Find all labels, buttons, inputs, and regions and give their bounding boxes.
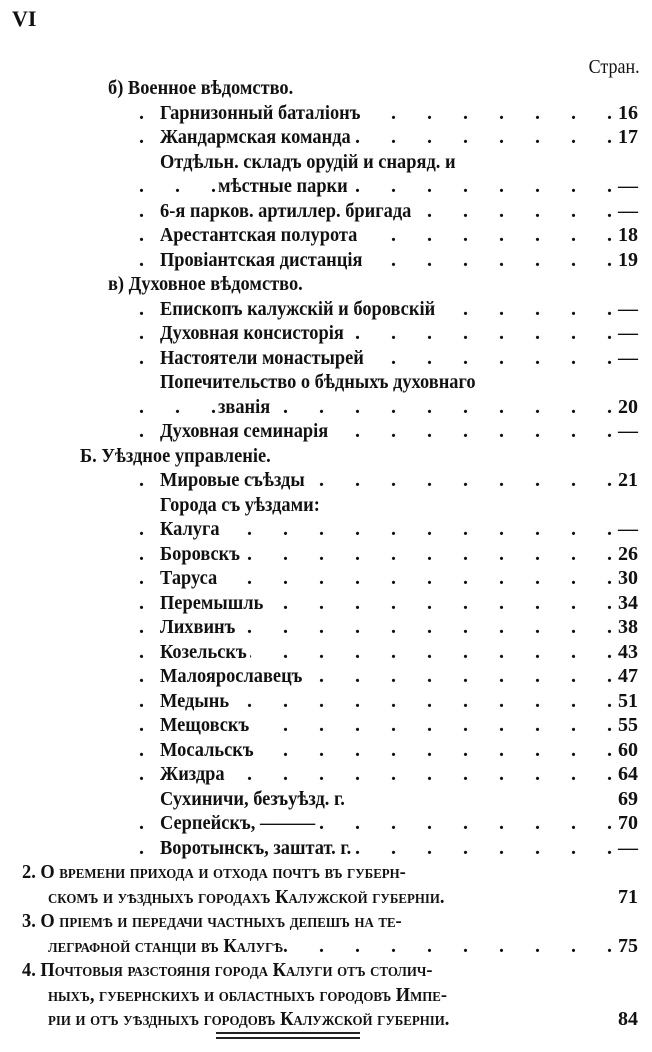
toc-entry-title: Воротынскъ, заштат. г.: [160, 836, 355, 861]
toc-entry: [0, 983, 652, 1008]
toc-entry: [0, 664, 652, 689]
toc-entry: [0, 395, 652, 420]
toc-entry-title: Мировые съѣзды: [160, 468, 308, 493]
toc-entry: [0, 370, 652, 395]
toc-entry-title: Гарнизонный баталіонъ: [160, 101, 364, 126]
toc-entry-page: 51: [618, 689, 638, 712]
toc-entry-page: 17: [618, 126, 638, 148]
toc-entry: [0, 346, 652, 371]
toc-entry-title: Медынь: [160, 689, 233, 714]
toc-entry-title: Отдѣльн. складъ орудій и снаряд. и: [160, 150, 459, 175]
toc-entry-title: Калуга: [160, 517, 223, 542]
toc-entry-page: 19: [618, 248, 638, 271]
toc-entry-page: 34: [618, 591, 638, 614]
toc-entry-title: Мещовскъ: [160, 713, 253, 738]
toc-entry-page: —: [618, 420, 638, 442]
toc-entry: [0, 713, 652, 738]
toc-entry-title: Настоятели монастырей: [160, 346, 368, 371]
toc-entry-title: Духовная семинарія: [160, 419, 332, 444]
page-folio: VI: [12, 6, 37, 31]
toc-entry-page: —: [618, 297, 638, 320]
toc-entry: [0, 125, 652, 150]
toc-entry: [0, 836, 652, 861]
toc-entry: [0, 860, 652, 885]
toc-entry: [0, 689, 652, 714]
toc-entry-page: 43: [618, 640, 638, 663]
toc-entry: [0, 101, 652, 126]
toc-entry-page: —: [618, 322, 638, 344]
dot-leader: [120, 174, 612, 199]
toc-entry: [0, 468, 652, 493]
toc-entry: [0, 787, 652, 812]
toc-entry-page: 18: [618, 224, 638, 246]
toc-entry-page: 69: [618, 787, 638, 810]
toc-entry-page: 16: [618, 101, 638, 124]
toc-entry-page: 71: [618, 885, 638, 908]
toc-entry: [0, 321, 652, 346]
toc-entry: [0, 934, 652, 959]
page-column-header: Стран.: [589, 56, 640, 78]
toc-entry-page: 64: [618, 763, 638, 785]
toc-entry: [0, 297, 652, 322]
toc-entry-page: 21: [618, 469, 638, 491]
toc-entry-title: в) Духовное вѣдомство.: [108, 272, 306, 297]
dot-leader: [120, 395, 612, 420]
toc-entry: [0, 811, 652, 836]
toc-entry-title: мѣстные парки: [218, 174, 351, 199]
toc-entry-title: Епископъ калужскій и боровскій: [160, 297, 439, 322]
toc-entry: [0, 444, 652, 469]
toc-entry-title: 4. Почтовыя разстоянія города Калуги отъ столич-: [22, 958, 436, 983]
toc-entry-title: Города съ уѣздами:: [160, 493, 324, 518]
toc-entry: [0, 76, 652, 101]
toc-entry-page: 60: [618, 738, 638, 761]
toc-entry-page: 55: [618, 714, 638, 736]
toc-entry-title: Лихвинъ: [160, 615, 239, 640]
toc-entry: [0, 615, 652, 640]
toc-entry-page: —: [618, 199, 638, 222]
toc-entry-title: званія: [218, 395, 274, 420]
toc-entry-title: б) Военное вѣдомство.: [108, 76, 297, 101]
toc-entry-title: Духовная консисторія: [160, 321, 347, 346]
toc-entry: [0, 517, 652, 542]
toc-entry: [0, 542, 652, 567]
toc-entry-title: ныхъ, губернскихъ и областныхъ городовъ Импе-: [48, 983, 451, 1008]
toc-entry: [0, 566, 652, 591]
toc-entry-page: —: [618, 836, 638, 859]
toc-entry-page: —: [618, 175, 638, 197]
toc-entry: [0, 419, 652, 444]
toc-entry-title: Серпейскъ, ———: [160, 811, 319, 836]
double-rule-top: [216, 1032, 360, 1034]
toc-entry: [0, 174, 652, 199]
toc-entry-title: леграфной станціи въ Калугѣ.: [48, 934, 291, 959]
toc-entry-page: —: [618, 346, 638, 369]
toc-entry: [0, 493, 652, 518]
toc-entry-title: Перемышль: [160, 591, 267, 616]
toc-entry-title: Мосальскъ: [160, 738, 257, 763]
toc-entry: [0, 150, 652, 175]
toc-entry: [0, 640, 652, 665]
toc-entry: [0, 223, 652, 248]
toc-entry-title: 3. О пріемѣ и передачи частныхъ депешъ на те-: [22, 909, 405, 934]
toc-entry: [0, 248, 652, 273]
toc-entry-title: ріи и отъ уѣздныхъ городовъ Калужской губерніи.: [48, 1007, 453, 1032]
toc-entry-page: 30: [618, 567, 638, 589]
toc-entry-title: Жиздра: [160, 762, 228, 787]
toc-entry-title: Попечительство о бѣдныхъ духовнаго: [160, 370, 479, 395]
toc-entry: [0, 1007, 652, 1032]
toc-entry-page: —: [618, 518, 638, 540]
toc-entry: [0, 885, 652, 910]
double-rule-bottom: [216, 1037, 360, 1039]
toc-entry-title: 6-я парков. артиллер. бригада: [160, 199, 415, 224]
toc-entry-page: 47: [618, 665, 638, 687]
toc-entry-title: 2. О времени прихода и отхода почтъ въ губерн-: [22, 860, 409, 885]
toc-entry: [0, 199, 652, 224]
toc-entry-title: Боровскъ: [160, 542, 244, 567]
toc-entry-page: 20: [618, 395, 638, 418]
toc-entry-title: Провіантская дистанція: [160, 248, 366, 273]
toc-entry-page: 38: [618, 616, 638, 638]
toc-entry-title: Арестантская полурота: [160, 223, 361, 248]
toc-entry: [0, 272, 652, 297]
toc-entry: [0, 591, 652, 616]
toc-entry-title: Жандармская команда: [160, 125, 354, 150]
toc-entry-title: Таруса: [160, 566, 221, 591]
toc-entry-title: Козельскъ: [160, 640, 250, 665]
toc-entry-page: 84: [618, 1008, 638, 1030]
toc-entry: [0, 738, 652, 763]
toc-entry-page: 75: [618, 934, 638, 957]
toc-entry-title: скомъ и уѣздныхъ городахъ Калужской губерніи.: [48, 885, 448, 910]
toc-entry: [0, 762, 652, 787]
toc-entry-title: Малоярославецъ: [160, 664, 306, 689]
toc-entry-page: 26: [618, 542, 638, 565]
toc-entry: [0, 958, 652, 983]
table-of-contents: [0, 76, 652, 1032]
toc-entry: [0, 909, 652, 934]
toc-entry-page: 70: [618, 812, 638, 834]
toc-entry-title: Б. Уѣздное управленіе.: [80, 444, 274, 469]
toc-entry-title: Сухиничи, безъуѣзд. г.: [160, 787, 349, 812]
